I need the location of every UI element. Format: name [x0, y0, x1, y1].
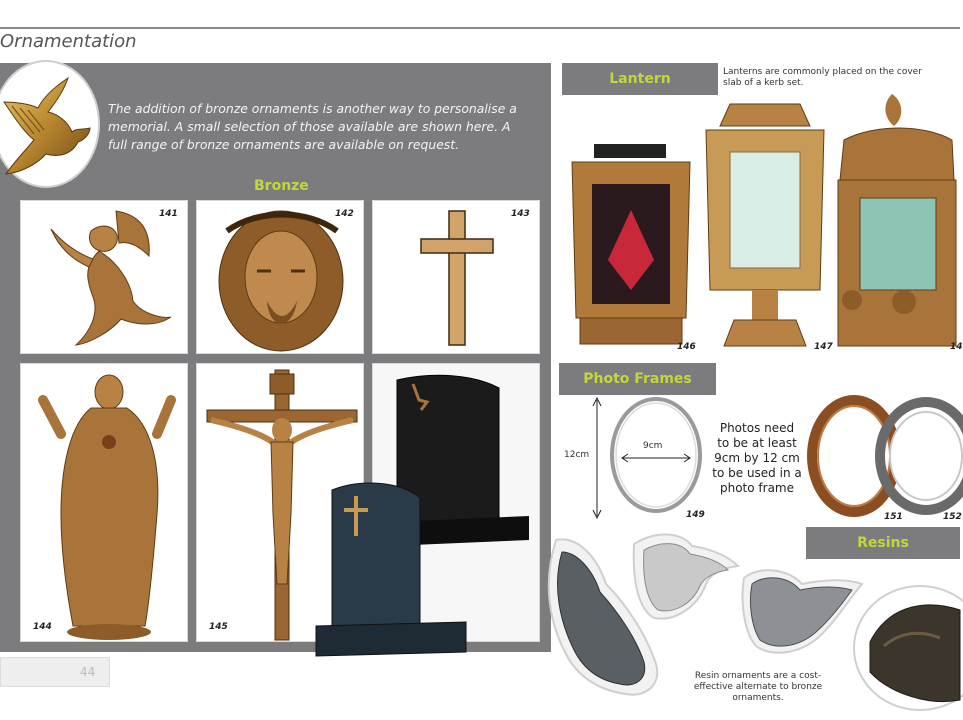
page-title: Ornamentation — [0, 31, 137, 52]
lantern-note: Lanterns are commonly placed on the cover slab of a kerb set. — [723, 67, 922, 88]
photo-frames-heading: Photo Frames — [559, 363, 716, 395]
lantern-146-icon — [562, 140, 700, 352]
lantern-147-icon — [700, 100, 830, 352]
item-number: 146 — [677, 342, 696, 352]
item-number: 142 — [335, 209, 354, 219]
bronze-dove-icon — [0, 62, 102, 190]
intro-text: The addition of bronze ornaments is another way to personalise a memorial. A small selection of those available are shown here. A full range of bronze ornaments are available on request. — [108, 101, 517, 152]
bronze-christ-head-icon — [197, 201, 365, 355]
photo-frame-dimension-diagram — [580, 396, 710, 520]
item-number: 147 — [814, 342, 833, 352]
item-number: 143 — [511, 209, 530, 219]
bronze-angel-icon — [21, 201, 189, 355]
bronze-item-144 — [20, 363, 188, 642]
item-number: 152 — [943, 512, 962, 522]
bronze-sacred-heart-figure-icon — [21, 364, 189, 643]
item-number: 141 — [159, 209, 178, 219]
lantern-ornate-icon — [834, 88, 960, 352]
item-number: 145 — [209, 622, 228, 632]
height-label: 12cm — [564, 450, 590, 460]
bronze-item-142 — [196, 200, 364, 354]
width-label: 9cm — [643, 441, 663, 451]
resin-grey-dove-icon — [738, 558, 866, 662]
dove-medallion — [0, 60, 100, 188]
resin-dark-ornament-icon — [850, 582, 960, 712]
item-number: 151 — [884, 512, 903, 522]
page-number: 44 — [80, 665, 96, 679]
bronze-item-143 — [372, 200, 540, 354]
bronze-heading: Bronze — [254, 178, 309, 194]
photo-frame-151-152-icon — [808, 396, 960, 520]
granite-headstone-icon — [312, 476, 472, 676]
top-rule — [0, 27, 960, 29]
resins-heading: Resins — [806, 527, 960, 559]
resin-white-dove-icon — [626, 526, 744, 626]
photo-frames-note: Photos need to be at least 9cm by 12 cm to be used in a photo frame — [712, 421, 802, 495]
lantern-heading: Lantern — [562, 63, 718, 95]
bronze-item-141 — [20, 200, 188, 354]
item-number: 144 — [33, 622, 52, 632]
bronze-cross-icon — [373, 201, 541, 355]
resins-note: Resin ornaments are a cost-effective alternate to bronze ornaments. — [693, 671, 823, 703]
item-number: 14 — [950, 342, 963, 352]
item-number: 149 — [686, 510, 705, 520]
